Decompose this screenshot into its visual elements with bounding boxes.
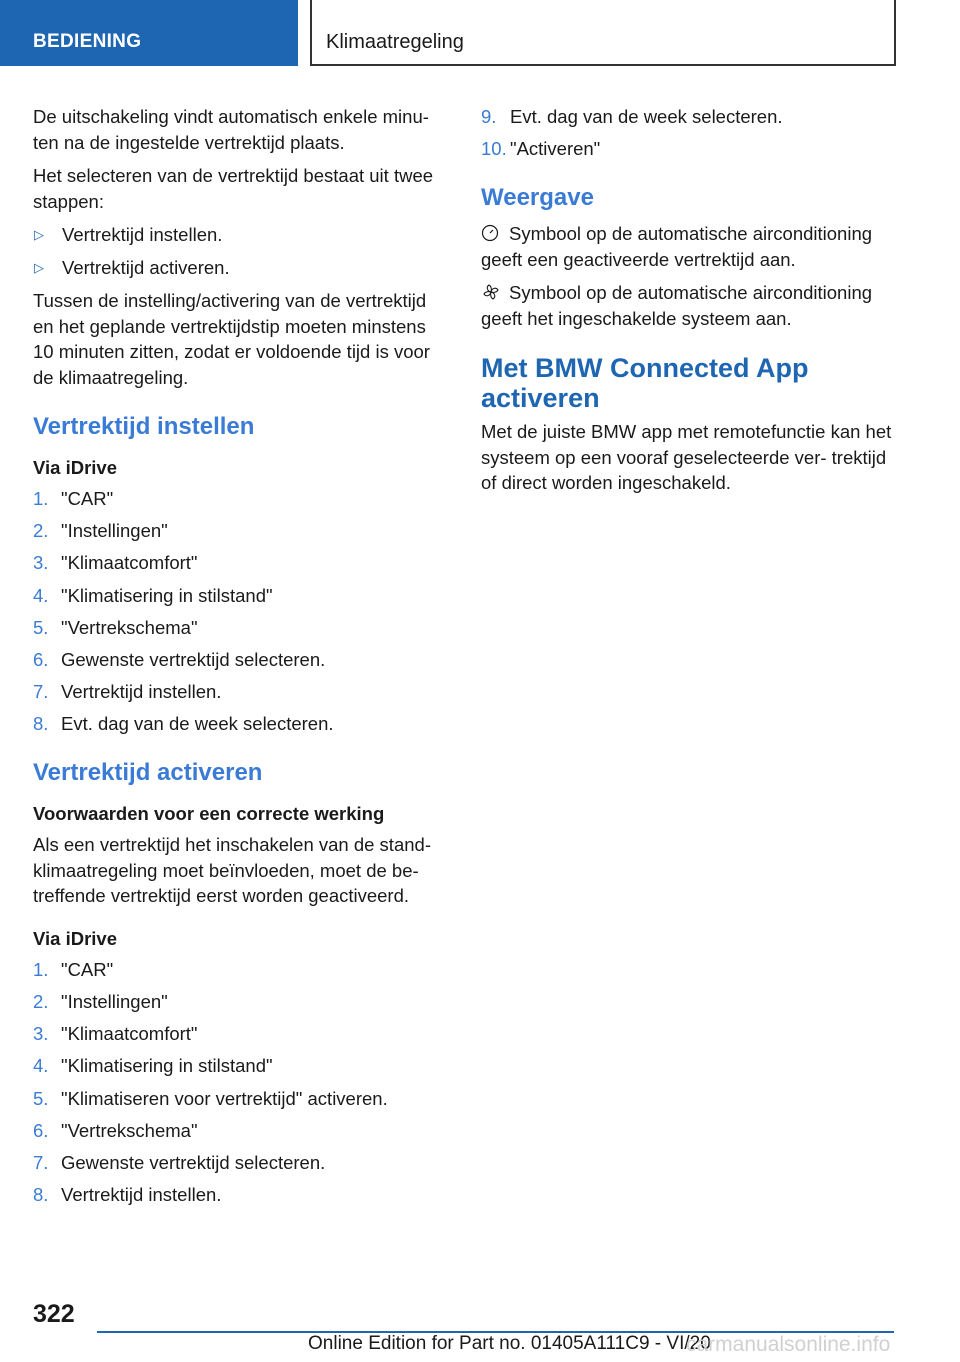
triangle-bullet-icon: ▷ [34, 227, 44, 242]
triangle-bullet-icon: ▷ [34, 259, 44, 275]
page-number: 322 [33, 1300, 75, 1328]
display-text-clock: Symbool op de automatische airconditioning geeft een geactiveerde vertrektijd aan. [481, 223, 873, 270]
step-number: 2. [33, 520, 49, 542]
steps-list-activate [33, 957, 451, 1207]
step-number: 5. [33, 1087, 49, 1109]
left-column [33, 104, 451, 1215]
step-number: 9. [481, 106, 497, 127]
step-item [33, 989, 451, 1014]
step-item [33, 550, 451, 575]
via-idrive-label: Via iDrive [33, 927, 117, 949]
step-number: 8. [33, 713, 49, 735]
clock-icon [481, 223, 503, 241]
step-text: "Vertrekschema" [61, 616, 198, 638]
heading-vertrektijd-instellen: Vertrektijd instellen [33, 413, 255, 440]
step-item [481, 136, 893, 161]
steps-list-set [33, 486, 451, 736]
intro-paragraph-1: De uitschakeling vindt automatisch enkele minu- ten na de ingestelde vertrektijd plaats. [33, 106, 429, 153]
step-number: 10. [481, 138, 507, 160]
step-number: 6. [33, 1119, 49, 1141]
step-number: 7. [33, 1151, 49, 1173]
steps-list-continued [481, 104, 893, 161]
step-number: 4. [33, 1055, 49, 1077]
step-item [33, 1150, 451, 1175]
footer-edition: Online Edition for Part no. 01405A111C9 - VI/20 [308, 1333, 711, 1354]
heading-vertrektijd-activeren: Vertrektijd activeren [33, 759, 263, 787]
step-item [33, 679, 451, 704]
step-item [33, 1021, 451, 1046]
step-number: 5. [33, 616, 49, 638]
step-item [33, 711, 451, 736]
conditions-label: Voorwaarden voor een correcte werking [33, 803, 385, 825]
step-number: 6. [33, 648, 49, 670]
display-paragraph-clock [481, 221, 893, 272]
step-text: Gewenste vertrektijd selecteren. [61, 648, 326, 670]
step-text: "CAR" [61, 488, 114, 509]
bullet-item [33, 255, 451, 281]
app-paragraph: Met de juiste BMW app met remotefunctie kan het systeem op een vooraf geselecteerde ver- trektijd of direct worden ingeschakeld. [481, 421, 892, 494]
step-item [33, 1118, 451, 1143]
step-text: Gewenste vertrektijd selecteren. [61, 1151, 326, 1173]
fan-icon [481, 282, 503, 300]
step-text: "Instellingen" [61, 520, 168, 542]
step-text: "Klimatisering in stilstand" [61, 584, 273, 606]
display-text-fan: Symbool op de automatische airconditioning geeft het ingeschakelde systeem aan. [481, 282, 873, 329]
bullet-item [33, 222, 451, 248]
step-number: 4. [33, 584, 49, 606]
step-item [33, 957, 451, 982]
heading-connected-app: Met BMW Connected App activeren [481, 353, 809, 414]
step-text: "Activeren" [510, 138, 601, 160]
step-text: "Klimatisering in stilstand" [61, 1055, 273, 1077]
section-tab: BEDIENING [0, 0, 298, 66]
step-text: "CAR" [61, 958, 114, 980]
step-item [481, 104, 893, 129]
step-text: "Klimatiseren voor vertrektijd" activeren. [61, 1087, 388, 1109]
step-text: "Vertrekschema" [61, 1119, 198, 1141]
intro-paragraph-3: Tussen de instelling/activering van de vertrektijd en het geplande vertrektijdstip moeten minstens 10 minuten zitten, zodat er voldoende tijd is voor de klimaatregeling. [33, 290, 430, 388]
step-item [33, 615, 451, 640]
watermark: carmanualsonline.info [686, 1333, 891, 1356]
intro-paragraph-2: Het selecteren van de vertrektijd bestaat uit twee stappen: [33, 165, 434, 212]
step-number: 3. [33, 1023, 49, 1045]
step-text: Vertrektijd instellen. [61, 1184, 222, 1206]
step-item [33, 1182, 451, 1207]
step-number: 7. [33, 681, 49, 703]
step-number: 3. [33, 552, 49, 574]
step-number: 8. [33, 1184, 49, 1206]
step-item [33, 647, 451, 672]
step-item [33, 1053, 451, 1078]
step-number: 2. [33, 991, 49, 1012]
step-item [33, 583, 451, 608]
bullet-text: Vertrektijd instellen. [62, 224, 223, 245]
step-item [33, 1086, 451, 1111]
heading-weergave: Weergave [481, 184, 594, 212]
conditions-text: Als een vertrektijd het inschakelen van de stand- klimaatregeling moet beïnvloeden, moet de be- treffende vertrektijd eerst worden geactiveerd. [33, 834, 431, 907]
step-item [33, 518, 451, 543]
via-idrive-label: Via iDrive [33, 457, 117, 478]
step-text: Evt. dag van de week selecteren. [510, 106, 783, 127]
display-paragraph-fan [481, 280, 893, 331]
step-bullet-list [33, 222, 451, 280]
step-number: 1. [33, 958, 49, 980]
step-text: "Klimaatcomfort" [61, 1023, 198, 1045]
step-text: "Instellingen" [61, 991, 168, 1012]
bullet-text: Vertrektijd activeren. [62, 256, 230, 278]
step-text: "Klimaatcomfort" [61, 552, 198, 574]
step-item [33, 486, 451, 511]
topic-title: Klimaatregeling [310, 0, 896, 66]
step-text: Evt. dag van de week selecteren. [61, 713, 334, 735]
step-text: Vertrektijd instellen. [61, 681, 222, 703]
step-number: 1. [33, 488, 49, 509]
right-column [481, 104, 893, 504]
